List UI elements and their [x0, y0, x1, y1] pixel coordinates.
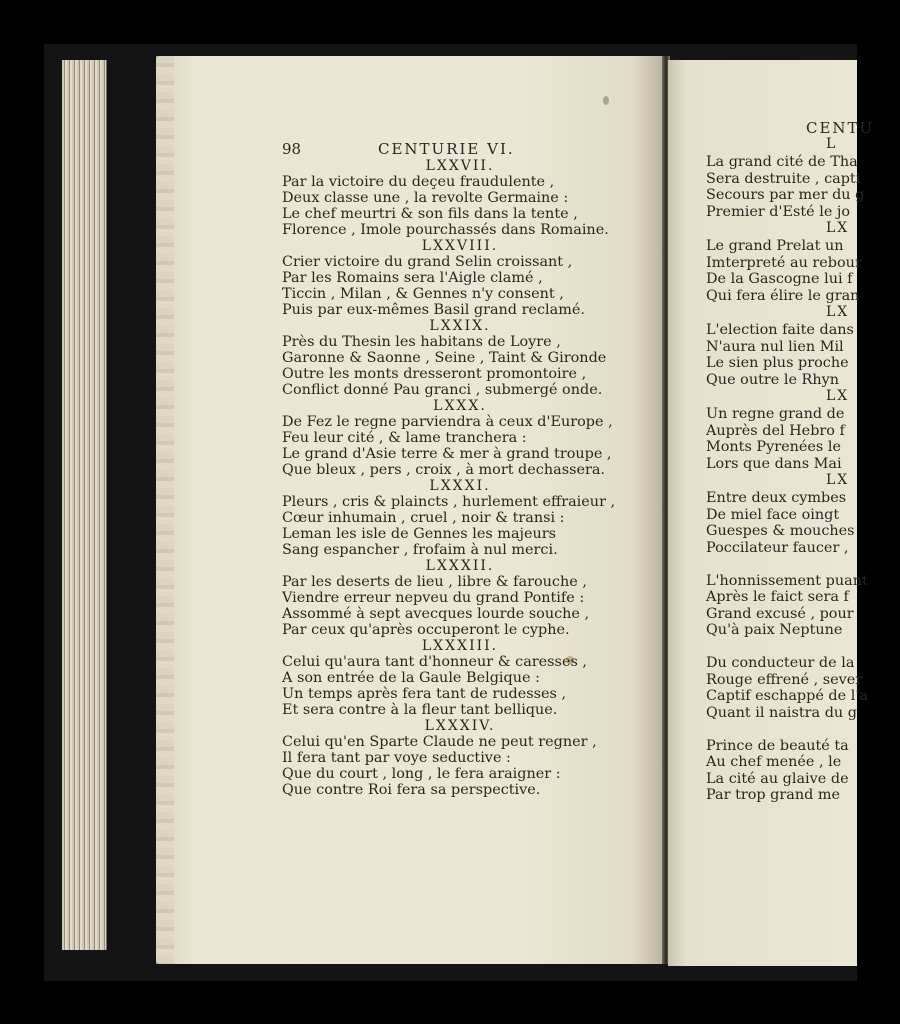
right-page-lines — [706, 136, 868, 804]
verse-line: Celui qu'en Sparte Claude ne peut regner , — [282, 734, 597, 750]
blank-line — [706, 721, 857, 738]
verse-line: Grand excusé , pour — [706, 605, 854, 622]
verse-line: Viendre erreur nepveu du grand Pontife : — [282, 590, 585, 606]
verse-line: Assommé à sept avecques lourde souche , — [282, 606, 590, 622]
verse-line: Monts Pyrenées le — [706, 439, 841, 455]
blank-line — [706, 556, 857, 573]
right-running-head: CENTU — [806, 119, 875, 137]
verse-line: Pleurs , cris & plaincts , hurlement effraieur , — [282, 494, 616, 510]
verse-line: Quant il naistra du g — [706, 704, 857, 721]
verse-line: L'election faite dans — [706, 322, 854, 338]
verse-line: Cœur inhumain , cruel , noir & transi : — [282, 510, 565, 526]
verse-line: La cité au glaive de — [706, 770, 849, 787]
verse-line: Le grand Prelat un — [706, 238, 844, 254]
paper-blemish — [603, 96, 609, 105]
verse-line: Feu leur cité , & lame tranchera : — [282, 430, 527, 446]
verse-line: De miel face oingt — [706, 506, 840, 523]
quatrain-number: LX — [826, 388, 850, 404]
verse-line: La grand cité de Tha — [706, 154, 858, 170]
verse-line: Garonne & Saonne , Seine , Taint & Gironde — [282, 350, 607, 366]
verse-line: Après le faict sera f — [706, 589, 849, 605]
quatrain-number: L — [826, 136, 838, 152]
page-block-edge — [62, 60, 107, 950]
verse-line: De Fez le regne parviendra à ceux d'Europe , — [282, 414, 613, 430]
left-page-text — [282, 140, 638, 798]
verse-line: Prince de beauté ta — [706, 737, 849, 754]
verse-line: Auprès del Hebro f — [706, 422, 845, 439]
verse-line: Lors que dans Mai — [706, 455, 842, 472]
verse-line: Rouge effrené , sever — [706, 671, 863, 688]
quatrain — [282, 238, 638, 318]
verse-line: Et sera contre à la fleur tant bellique. — [282, 702, 558, 718]
verse-line: Que du court , long , le fera araigner : — [282, 766, 561, 782]
verse-line: Que outre le Rhyn — [706, 371, 840, 388]
quatrain — [282, 478, 638, 558]
verse-line: Puis par eux-mêmes Basil grand reclamé. — [282, 302, 585, 318]
verse-line: Du conducteur de la — [706, 655, 855, 671]
verse-line: Un regne grand de — [706, 406, 845, 422]
quatrain-number: LX — [826, 220, 850, 236]
verse-line: Deux classe une , la revolte Germaine : — [282, 190, 569, 206]
verse-line: Un temps après fera tant de rudesses , — [282, 686, 567, 702]
verse-line: Qu'à paix Neptune — [706, 622, 843, 638]
quatrain-list — [282, 158, 638, 798]
left-page-deckle-edge — [156, 56, 174, 964]
verse-line: Par trop grand me — [706, 787, 841, 803]
verse-line: Sera destruite , capti — [706, 170, 861, 187]
verse-line: Leman les isle de Gennes les majeurs — [282, 526, 557, 542]
verse-line: Celui qu'aura tant d'honneur & caresses , — [282, 654, 587, 670]
verse-line: L'honnissement puant — [706, 572, 868, 589]
quatrain-number: LXXVIII. — [421, 238, 499, 254]
verse-line: Le sien plus proche — [706, 355, 849, 371]
quatrain-number: LXXXIV. — [424, 718, 496, 734]
quatrain-number: LX — [826, 472, 850, 488]
verse-line: Sang espancher , frofaim à nul merci. — [282, 542, 558, 558]
verse-line: Poccilateur faucer , — [706, 539, 849, 556]
verse-line: Que contre Roi fera sa perspective. — [282, 782, 541, 798]
verse-line: Qui fera élire le gran — [706, 287, 860, 304]
quatrain — [282, 158, 638, 238]
verse-line: Captif eschappé de l'a — [706, 688, 868, 704]
quatrain — [282, 638, 638, 718]
verse-line: De la Gascogne lui f — [706, 271, 853, 287]
quatrain-number: LX — [826, 304, 850, 320]
verse-line: A son entrée de la Gaule Belgique : — [282, 670, 540, 686]
verse-line: Par les Romains sera l'Aigle clamé , — [282, 270, 543, 286]
verse-line: Premier d'Esté le jo — [706, 203, 851, 220]
verse-line: Par ceux qu'après occuperont le cyphe. — [282, 622, 570, 638]
running-head: CENTURIE VI. — [378, 140, 515, 158]
quatrain-number: LXXXI. — [429, 478, 491, 494]
quatrain — [282, 398, 638, 478]
quatrain-number: LXXX. — [433, 398, 487, 414]
quatrain — [282, 318, 638, 398]
verse-line: Par la victoire du deçeu fraudulente , — [282, 174, 555, 190]
blank-line — [706, 639, 857, 656]
verse-line: Le chef meurtri & son fils dans la tente , — [282, 206, 578, 222]
verse-line: Conflict donné Pau granci , submergé onde. — [282, 382, 603, 398]
verse-line: Guespes & mouches — [706, 523, 855, 539]
page-number: 98 — [282, 140, 302, 158]
verse-line: N'aura nul lien Mil — [706, 338, 844, 355]
quatrain-number: LXXXIII. — [421, 638, 499, 654]
verse-line: Il fera tant par voye seductive : — [282, 750, 511, 766]
verse-line: Secours par mer du g — [706, 187, 865, 203]
quatrain-number: LXXIX. — [429, 318, 491, 334]
verse-line: Le grand d'Asie terre & mer à grand troupe , — [282, 446, 612, 462]
verse-line: Près du Thesin les habitans de Loyre , — [282, 334, 561, 350]
quatrain-number: LXXVII. — [425, 158, 495, 174]
verse-line: Ticcin , Milan , & Gennes n'y consent , — [282, 286, 564, 302]
verse-line: Florence , Imole pourchassés dans Romaine. — [282, 222, 609, 238]
verse-line: Outre les monts dresseront promontoire , — [282, 366, 587, 382]
quatrain-number: LXXXII. — [425, 558, 495, 574]
verse-line: Au chef menée , le — [706, 754, 842, 770]
verse-line: Crier victoire du grand Selin croissant , — [282, 254, 573, 270]
quatrain — [282, 718, 638, 798]
verse-line: Que bleux , pers , croix , à mort dechassera. — [282, 462, 606, 478]
verse-line: Entre deux cymbes — [706, 490, 847, 506]
verse-line: Imterpreté au rebour — [706, 254, 862, 271]
verse-line: Par les deserts de lieu , libre & farouche , — [282, 574, 587, 590]
right-page-text — [706, 119, 875, 804]
left-page-header — [282, 140, 638, 158]
quatrain — [282, 558, 638, 638]
